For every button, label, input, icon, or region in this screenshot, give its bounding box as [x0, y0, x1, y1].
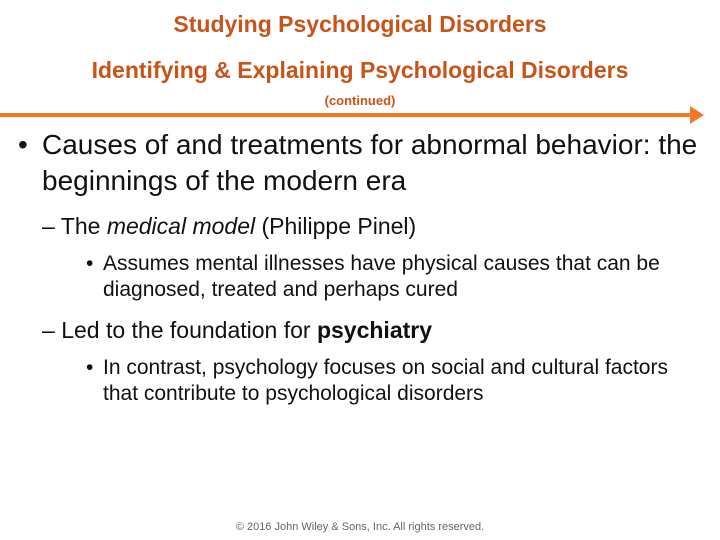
medical-model-prefix: The — [60, 213, 101, 239]
slide-subtitle: Identifying & Explaining Psychological Disorders — [91, 57, 629, 83]
physical-causes-text: Assumes mental illnesses have physical causes that can be diagnosed, treated and perhaps cured — [103, 252, 660, 301]
arrow-right-icon — [690, 106, 704, 124]
bullet-icon: • — [86, 356, 94, 379]
bullet-icon: • — [18, 129, 28, 160]
bullet-level1 — [18, 127, 708, 199]
contrast-text: In contrast, psychology focuses on social and cultural factors that contribute to psychological disorders — [103, 356, 668, 405]
copyright-footer: © 2016 John Wiley & Sons, Inc. All rights reserved. — [235, 521, 485, 533]
dash-icon: – — [42, 317, 55, 343]
psychiatry-prefix: Led to the foundation for — [61, 317, 311, 343]
divider-arrow-line — [0, 113, 692, 117]
bullet-level2-psychiatry — [42, 316, 702, 344]
bullet-level1-text: Causes of and treatments for abnormal behavior: the beginnings of the modern era — [42, 129, 698, 196]
psychiatry-term: psychiatry — [316, 317, 433, 343]
medical-model-suffix: (Philippe Pinel) — [261, 213, 417, 239]
bullet-level2-medical-model — [42, 212, 702, 240]
dash-icon: – — [42, 213, 55, 239]
bullet-icon: • — [86, 252, 94, 275]
slide-title: Studying Psychological Disorders — [173, 11, 547, 37]
medical-model-term: medical model — [106, 213, 256, 239]
bullet-level3-physical-causes — [86, 251, 706, 303]
continued-label: (continued) — [324, 93, 396, 108]
bullet-level3-contrast — [86, 355, 706, 407]
